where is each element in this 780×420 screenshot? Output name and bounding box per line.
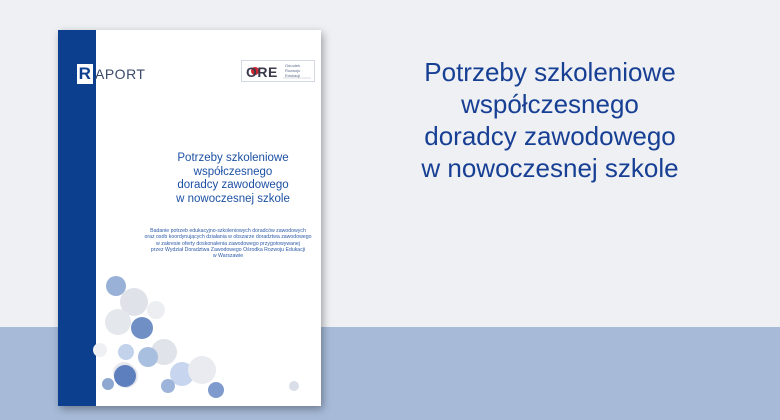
series-label-initial: R xyxy=(76,63,94,85)
cover-title-line: w nowoczesnej szkole xyxy=(176,192,290,205)
bubble-decoration xyxy=(147,301,165,319)
cover-description-line: Badanie potrzeb edukacyjno-szkoleniowych doradców zawodowych xyxy=(150,228,306,234)
cover-description-line: w zakresie oferty doskonalenia zawodowego przygotowywanej xyxy=(156,240,300,247)
headline-line: współczesnego xyxy=(461,89,639,119)
decorative-bubbles xyxy=(58,30,321,406)
ore-logo-subtext-line: Rozwoju xyxy=(285,68,301,73)
headline-line: w nowoczesnej szkole xyxy=(421,153,679,183)
bubble-decoration xyxy=(289,381,299,391)
bubble-decoration xyxy=(161,379,175,393)
ore-logo-subtext-line: Edukacji xyxy=(285,73,301,78)
cover-description-line: przez Wydział Doradztwa Zawodowego Ośrodka Rozwoju Edukacji xyxy=(150,246,306,253)
bubble-decoration xyxy=(102,378,114,390)
bubble-decoration xyxy=(105,309,131,335)
bubble-decoration xyxy=(138,347,158,367)
bubble-decoration xyxy=(208,382,224,398)
bubble-decoration xyxy=(93,343,107,357)
cover-description-line: oraz osób koordynujących działania w obszarze doradztwa zawodowego xyxy=(144,234,312,241)
bubble-decoration xyxy=(131,317,153,339)
cover-title-line: Potrzeby szkoleniowe xyxy=(177,152,289,164)
ore-logo-text: ORE xyxy=(246,64,278,80)
bubble-decoration xyxy=(118,344,134,360)
cover-title-line: współczesnego xyxy=(193,165,273,178)
page-headline xyxy=(360,56,740,184)
ore-logo-subtext-line: Ośrodek xyxy=(285,63,301,68)
bubble-decoration xyxy=(114,365,136,387)
headline-line: doradcy zawodowego xyxy=(424,121,676,151)
series-label-rest: APORT xyxy=(95,66,146,82)
headline-line: Potrzeby szkoleniowe xyxy=(424,57,676,87)
bubble-decoration xyxy=(106,276,126,296)
report-cover xyxy=(58,30,321,406)
cover-title-line: doradcy zawodowego xyxy=(177,179,289,191)
cover-description-line: w Warszawie xyxy=(212,253,244,260)
bubble-decoration xyxy=(188,356,216,384)
